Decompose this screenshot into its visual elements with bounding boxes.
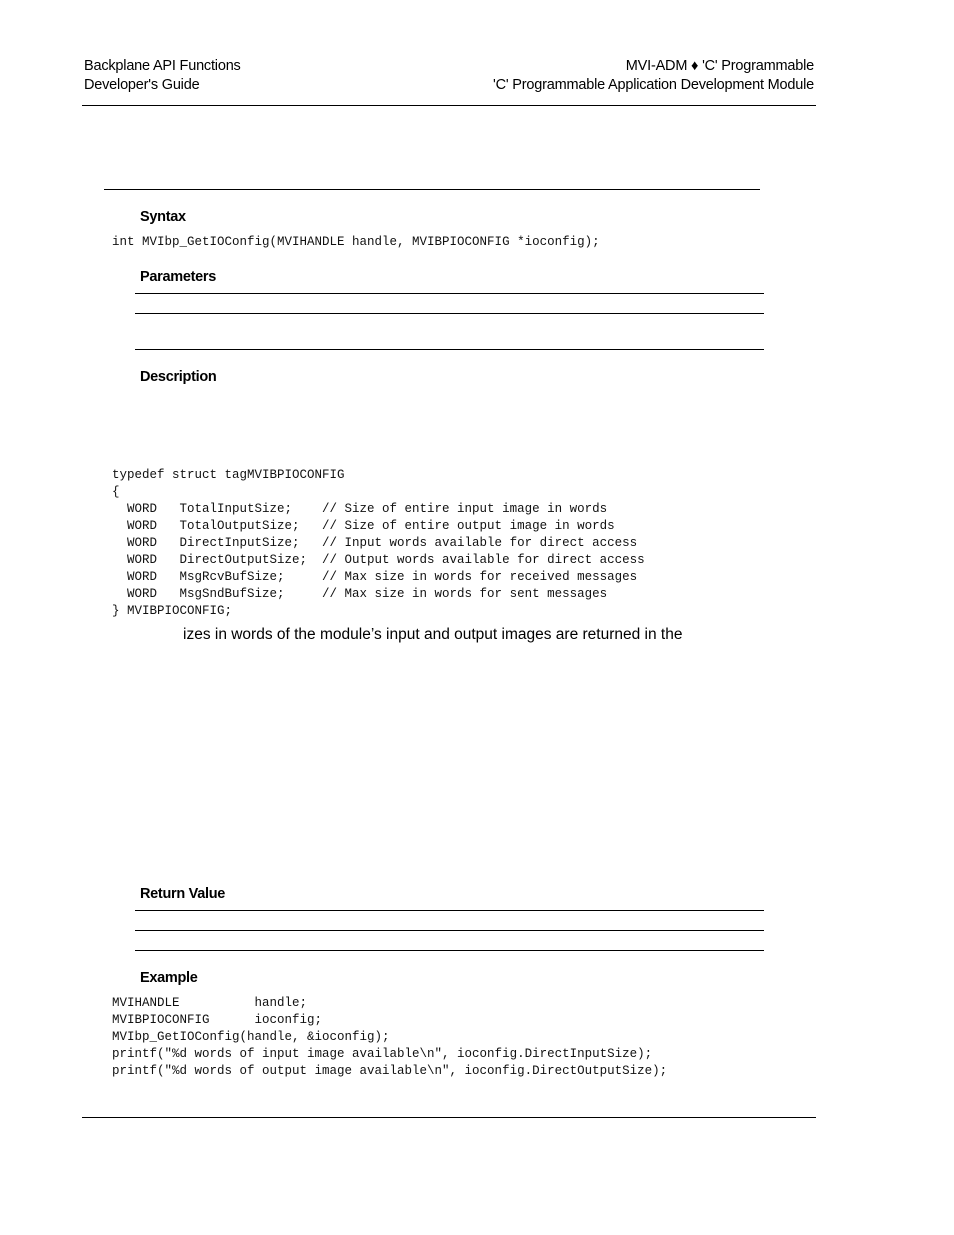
struct-code-line: WORD TotalInputSize; // Size of entire input image in words	[112, 502, 608, 516]
example-code-line: printf("%d words of input image available\n", ioconfig.DirectInputSize);	[112, 1047, 653, 1061]
header-rule	[82, 105, 816, 106]
header-left	[84, 57, 241, 95]
return-table-rule-top	[135, 910, 764, 911]
example-heading: Example	[140, 970, 198, 986]
example-code-block	[112, 995, 667, 1080]
return-table-rule-middle	[135, 930, 764, 931]
header-module-title: 'C' Programmable Application Development Module	[493, 77, 814, 93]
struct-code-line: WORD MsgRcvBufSize; // Max size in words for received messages	[112, 570, 638, 584]
footer-rule	[82, 1117, 816, 1118]
description-text-fragment: izes in words of the module’s input and output images are returned in the	[183, 626, 683, 643]
header-product-title: MVI-ADM ♦ 'C' Programmable	[625, 58, 814, 74]
parameters-heading: Parameters	[140, 269, 216, 285]
struct-code-line: WORD MsgSndBufSize; // Max size in words for sent messages	[112, 587, 608, 601]
example-code-line: MVIbp_GetIOConfig(handle, &ioconfig);	[112, 1030, 390, 1044]
struct-code-line: WORD DirectInputSize; // Input words available for direct access	[112, 536, 638, 550]
parameters-table-rule-middle	[135, 313, 764, 314]
example-code-line: MVIHANDLE handle;	[112, 996, 308, 1010]
example-code-line: MVIBPIOCONFIG ioconfig;	[112, 1013, 323, 1027]
struct-code-line: typedef struct tagMVIBPIOCONFIG	[112, 468, 345, 482]
struct-code-line: WORD DirectOutputSize; // Output words available for direct access	[112, 553, 645, 567]
struct-code-block	[112, 467, 645, 620]
function-title-rule	[104, 189, 760, 190]
header-guide-title: Developer's Guide	[84, 77, 200, 93]
parameters-table-rule-top	[135, 293, 764, 294]
example-code-line: printf("%d words of output image available\n", ioconfig.DirectOutputSize);	[112, 1064, 668, 1078]
syntax-heading: Syntax	[140, 209, 186, 225]
struct-code-line: } MVIBPIOCONFIG;	[112, 604, 233, 618]
syntax-code: int MVIbp_GetIOConfig(MVIHANDLE handle, MVIBPIOCONFIG *ioconfig);	[112, 235, 600, 249]
return-value-heading: Return Value	[140, 886, 226, 902]
description-heading: Description	[140, 369, 217, 385]
struct-code-line: WORD TotalOutputSize; // Size of entire output image in words	[112, 519, 615, 533]
header-section-title: Backplane API Functions	[84, 58, 241, 74]
struct-code-line: {	[112, 485, 120, 499]
return-table-rule-bottom	[135, 950, 764, 951]
header-right	[493, 57, 814, 95]
parameters-table-rule-bottom	[135, 349, 764, 350]
